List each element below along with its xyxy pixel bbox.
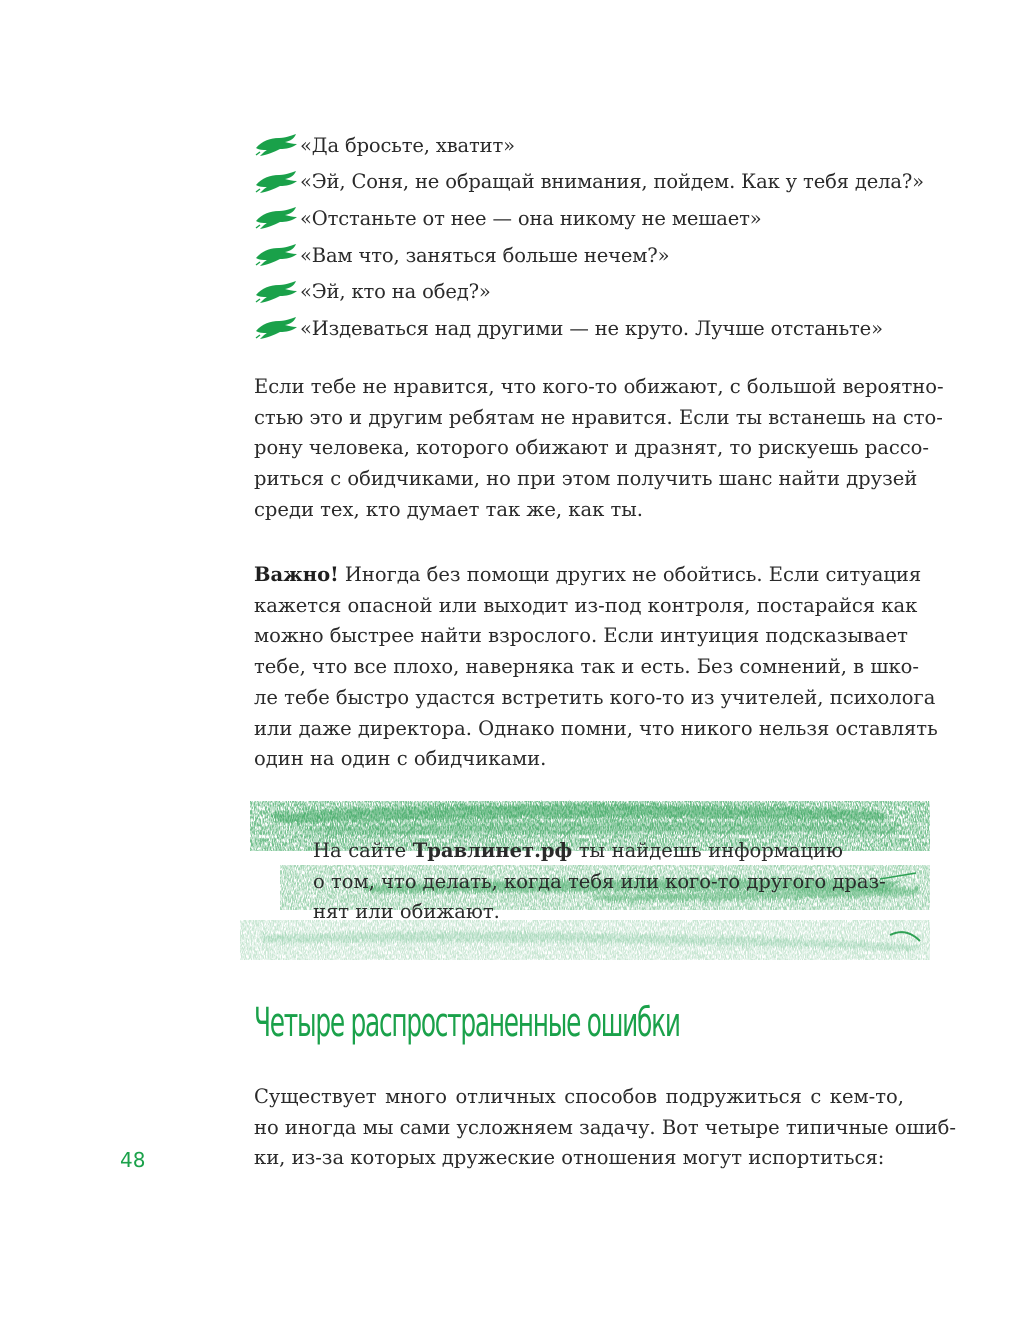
text-line: или даже директора. Однако помни, что никого нельзя оставлять bbox=[254, 716, 938, 740]
leaf-bullet-icon bbox=[254, 279, 300, 305]
text-line: стью это и другим ребятам не нравится. Если ты встанешь на сто- bbox=[254, 405, 943, 429]
bullet-text: «Эй, кто на обед?» bbox=[300, 280, 491, 304]
text-line: тебе, что все плохо, наверняка так и есть. Без сомнений, в шко- bbox=[254, 655, 919, 679]
bullet-item bbox=[254, 310, 934, 347]
bullet-item bbox=[254, 273, 934, 310]
site-link[interactable]: Травлинет.рф bbox=[412, 839, 573, 862]
text-line: но иногда мы сами усложняем задачу. Вот четыре типичные ошиб- bbox=[254, 1115, 956, 1139]
bullet-item bbox=[254, 200, 934, 237]
text-line: среди тех, кто думает так же, как ты. bbox=[254, 497, 643, 521]
bullet-text: «Да бросьте, хватит» bbox=[300, 133, 515, 157]
leaf-bullet-icon bbox=[254, 132, 300, 158]
text-line: можно быстрее найти взрослого. Если интуиция подсказывает bbox=[254, 624, 908, 648]
leaf-bullet-icon bbox=[254, 205, 300, 231]
leaf-bullet-icon bbox=[254, 169, 300, 195]
bullet-item bbox=[254, 164, 934, 201]
text-line: риться с обидчиками, но при этом получить шанс найти друзей bbox=[254, 467, 918, 491]
text-line: о том, что делать, когда тебя или кого-то другого драз- bbox=[313, 869, 886, 893]
leaf-bullet-icon bbox=[254, 242, 300, 268]
text-fragment: На сайте bbox=[313, 839, 413, 862]
text-fragment: ты найдешь информацию bbox=[572, 839, 843, 862]
text-line: ле тебе быстро удастся встретить кого-то из учителей, психолога bbox=[254, 685, 936, 709]
text-line: кажется опасной или выходит из-под контроля, постарайся как bbox=[254, 593, 918, 617]
section-heading: Четыре распространенные ошибки bbox=[254, 1000, 680, 1046]
text-line: ки, из-за которых дружеские отношения могут испортиться: bbox=[254, 1146, 885, 1170]
paragraph-bullying-support bbox=[254, 372, 944, 526]
text-line bbox=[313, 836, 843, 867]
bullet-text: «Вам что, заняться больше нечем?» bbox=[300, 243, 670, 267]
bullet-item bbox=[254, 237, 934, 274]
text-line: нят или обижают. bbox=[313, 900, 500, 924]
text-line: рону человека, которого обижают и дразнят, то рискуешь рассо- bbox=[254, 436, 929, 460]
bullet-text: «Эй, Соня, не обращай внимания, пойдем. Как у тебя дела?» bbox=[300, 170, 924, 194]
paragraph-mistakes-intro bbox=[254, 1082, 956, 1174]
bullet-list bbox=[254, 127, 934, 347]
text-line: Если тебе не нравится, что кого-то обижают, с большой вероятно- bbox=[254, 375, 944, 398]
page-number: 48 bbox=[120, 1148, 146, 1172]
text-line bbox=[254, 560, 922, 591]
leaf-bullet-icon bbox=[254, 315, 300, 341]
text-line: Существует много отличных способов подружиться с кем-то, bbox=[254, 1085, 904, 1108]
bullet-item bbox=[254, 127, 934, 164]
bullet-text: «Отстаньте от нее — она никому не мешает» bbox=[300, 206, 762, 230]
text-fragment: Иногда без помощи других не обойтись. Если ситуация bbox=[338, 563, 922, 586]
bullet-text: «Издеваться над другими — не круто. Лучше отстаньте» bbox=[300, 316, 883, 340]
callout-travlinet bbox=[313, 836, 886, 928]
important-label: Важно! bbox=[254, 563, 339, 586]
paragraph-important bbox=[254, 560, 938, 775]
text-line: один на один с обидчиками. bbox=[254, 747, 547, 771]
